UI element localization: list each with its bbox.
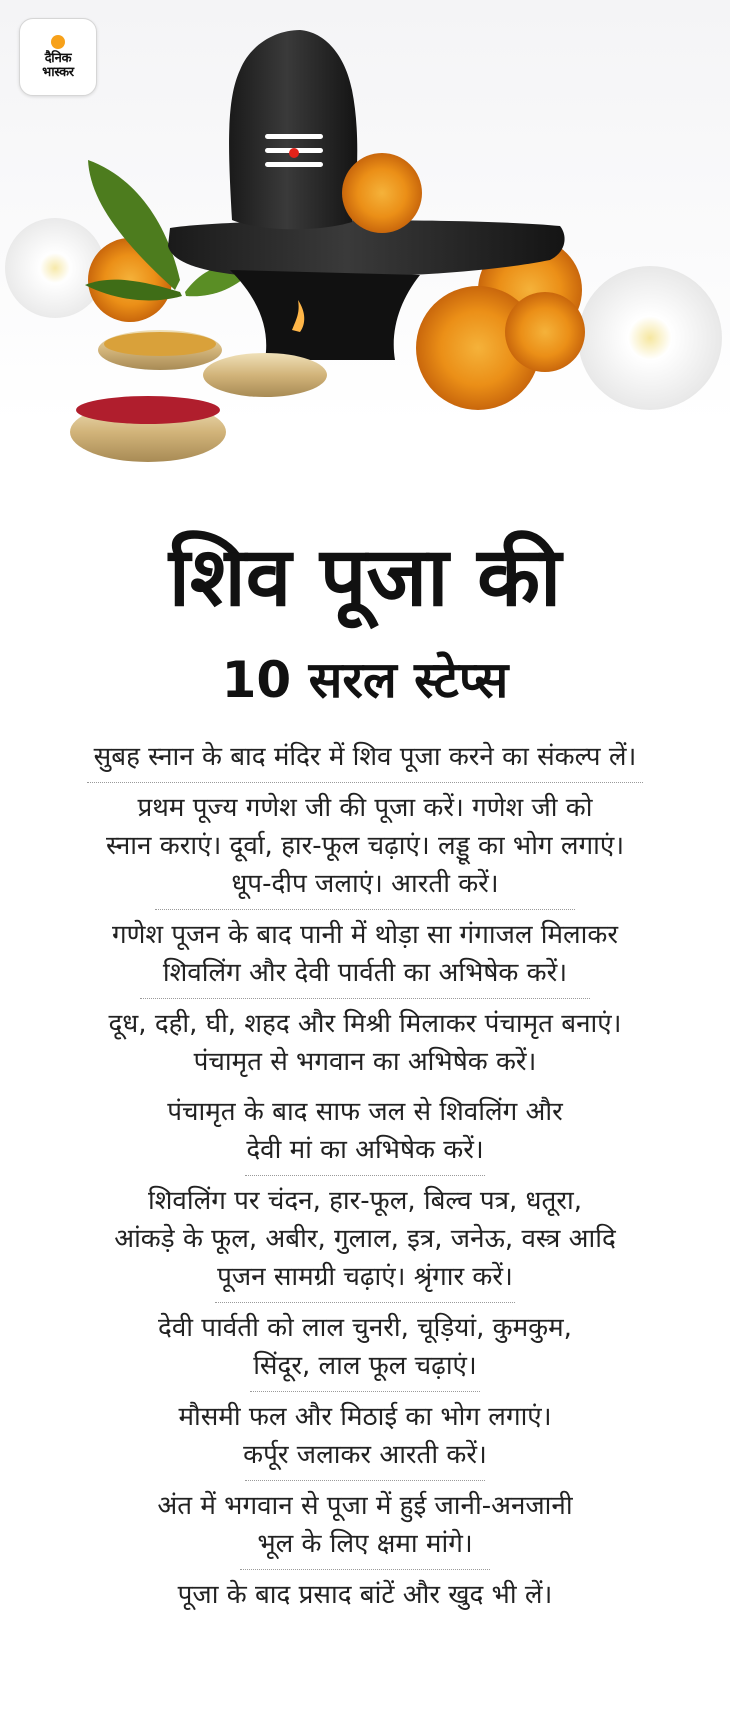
step-text-line: स्नान कराएं। दूर्वा, हार-फूल चढ़ाएं। लड्डू का भोग लगाएं।: [105, 831, 625, 861]
step-text-line: सिंदूर, लाल फूल चढ़ाएं।: [253, 1351, 477, 1381]
menu-red-dot: [289, 148, 299, 158]
step-item: [0, 1392, 730, 1480]
step-item: [0, 1303, 730, 1391]
menu-bar-top: [265, 134, 323, 139]
step-text-line: पूजा के बाद प्रसाद बांटें और खुद भी लें।: [177, 1580, 553, 1610]
step-text-line: देवी मां का अभिषेक करें।: [246, 1135, 484, 1165]
step-text-line: प्रथम पूज्य गणेश जी की पूजा करें। गणेश जी को: [137, 793, 593, 823]
dainik-bhaskar-logo[interactable]: [19, 18, 97, 96]
shivling-illustration: [0, 0, 730, 500]
step-text-line: अंत में भगवान से पूजा में हुई जानी-अनजानी: [157, 1491, 573, 1521]
steps-list: [0, 732, 730, 1620]
step-text-line: शिवलिंग और देवी पार्वती का अभिषेक करें।: [162, 958, 568, 988]
step-item: [0, 910, 730, 998]
step-text-line: आंकड़े के फूल, अबीर, गुलाल, इत्र, जनेऊ, वस्त्र आदि: [114, 1224, 616, 1254]
step-text-line: गणेश पूजन के बाद पानी में थोड़ा सा गंगाजल मिलाकर: [111, 920, 619, 950]
step-item: [0, 999, 730, 1087]
step-text-line: पंचामृत के बाद साफ जल से शिवलिंग और: [167, 1097, 563, 1127]
step-text-line: देवी पार्वती को लाल चुनरी, चूड़ियां, कुमकुम,: [158, 1313, 572, 1343]
step-text-line: पूजन सामग्री चढ़ाएं। श्रृंगार करें।: [217, 1262, 513, 1292]
step-text-line: दूध, दही, घी, शहद और मिश्री मिलाकर पंचामृत बनाएं।: [108, 1009, 622, 1039]
logo-sun-dot: [51, 35, 65, 49]
step-item: [0, 783, 730, 909]
menu-bar-bottom: [265, 162, 323, 167]
step-item: [0, 1570, 730, 1620]
step-item: [0, 1481, 730, 1569]
step-item: [0, 1176, 730, 1302]
step-item: [0, 1087, 730, 1175]
step-text-line: कर्पूर जलाकर आरती करें।: [243, 1440, 487, 1470]
step-text-line: भूल के लिए क्षमा मांगे।: [257, 1529, 473, 1559]
logo-text-line1: दैनिक: [44, 50, 72, 66]
step-item: [0, 732, 730, 782]
step-text-line: पंचामृत से भगवान का अभिषेक करें।: [193, 1047, 537, 1077]
hero-image: [0, 0, 730, 500]
step-text-line: धूप-दीप जलाएं। आरती करें।: [231, 869, 499, 899]
logo-text-line2: भास्कर: [42, 64, 74, 80]
step-text-line: मौसमी फल और मिठाई का भोग लगाएं।: [178, 1402, 552, 1432]
hamburger-menu-icon[interactable]: [263, 134, 325, 168]
page-title: शिव पूजा की: [168, 530, 562, 625]
page-subtitle: 10 सरल स्टेप्स: [221, 651, 509, 709]
step-text-line: शिवलिंग पर चंदन, हार-फूल, बिल्व पत्र, धतूरा,: [148, 1186, 582, 1216]
step-text-line: सुबह स्नान के बाद मंदिर में शिव पूजा करने का संकल्प लें।: [93, 742, 637, 772]
